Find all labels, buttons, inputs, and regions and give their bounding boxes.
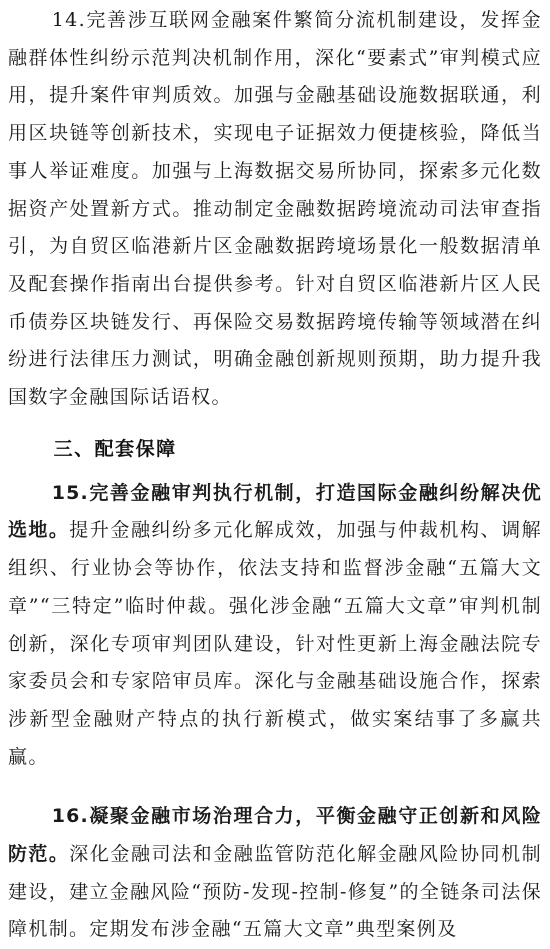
- paragraph-15: [8, 475, 542, 777]
- paragraph-15-text: 提升金融纠纷多元化解成效，加强与仲裁机构、调解组织、行业协会等协作，依法支持和监督涉金融“五篇大文章”“三特定”临时仲裁。强化涉金融“五篇大文章”审判机制创新，深化专项审判团队建设，针对性更新上海金融法院专家委员会和专家陪审员库。深化与金融基础设施合作，探索涉新型金融财产特点的执行新模式，做实案结事了多赢共赢。: [8, 519, 542, 768]
- paragraph-15-lead: 15.完善金融审判执行机制，打造国际金融纠纷解决优选地。: [8, 481, 542, 542]
- section-heading: 三、配套保障: [53, 437, 177, 460]
- paragraph-14: [8, 2, 542, 417]
- paragraph-16-lead: 16.凝聚金融市场治理合力，平衡金融守正创新和风险防范。: [8, 805, 542, 866]
- paragraph-16-text: 深化金融司法和金融监管防范化解金融风险协同机制建设，建立金融风险“预防-发现-控制-修复”的全链条司法保障机制。定期发布涉金融“五篇大文章”典型案例及: [8, 843, 542, 941]
- paragraph-14-text: 14.完善涉互联网金融案件繁简分流机制建设，发挥金融群体性纠纷示范判决机制作用，深化“要素式”审判模式应用，提升案件审判质效。加强与金融基础设施数据联通，利用区块链等创新技术，实现电子证据效力便捷核验，降低当事人举证难度。加强与上海数据交易所协同，探索多元化数据资产处置新方式。推动制定金融数据跨境流动司法审查指引，为自贸区临港新片区金融数据跨境场景化一般数据清单及配套操作指南出台提供参考。针对自贸区临港新片区人民币债券区块链发行、再保险交易数据跨境传输等领域潜在纠纷进行法律压力测试，明确金融创新规则预期，助力提升我国数字金融国际话语权。: [8, 9, 542, 409]
- paragraph-16: [8, 798, 542, 949]
